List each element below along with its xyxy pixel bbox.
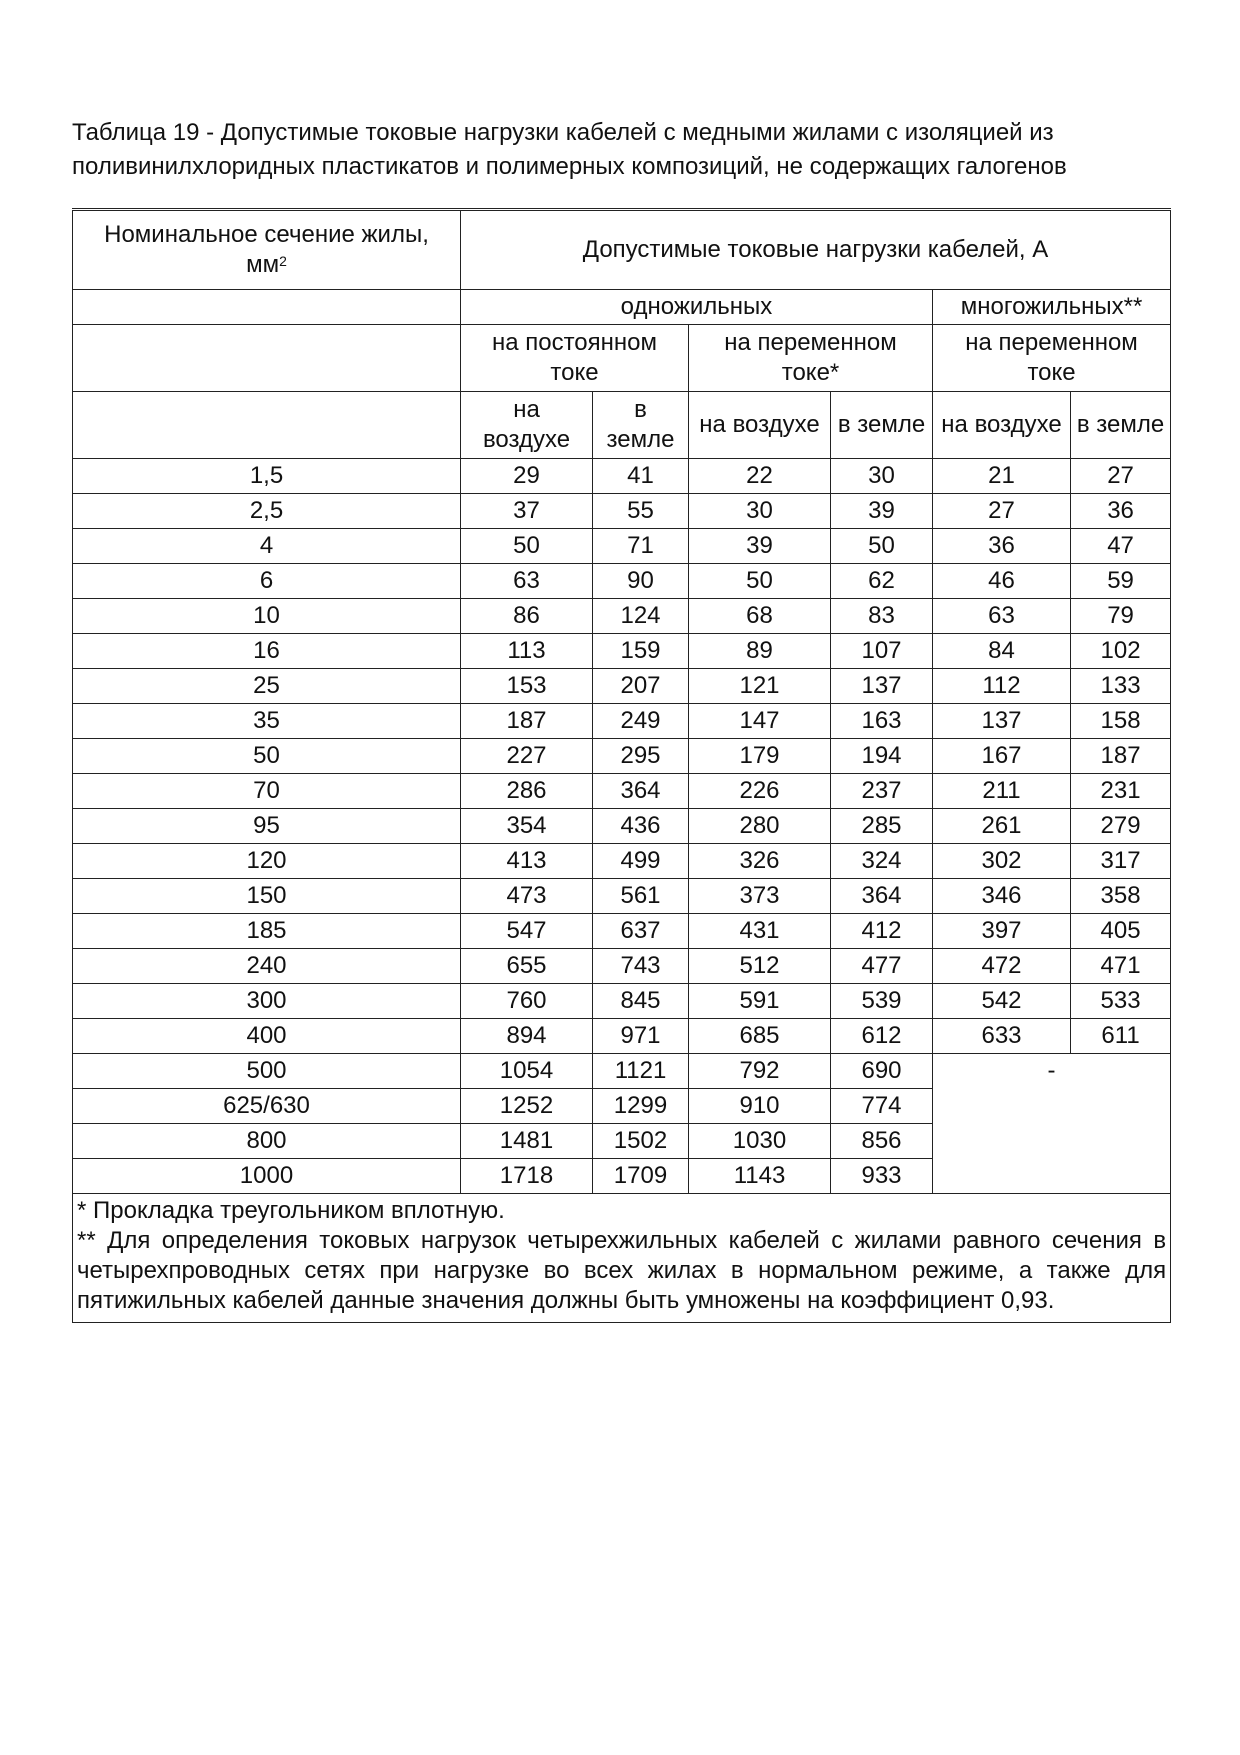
cell-ac-air: 179 [689,739,831,774]
cell-multi-ground: 59 [1071,564,1171,599]
cell-ac-ground: 324 [831,844,933,879]
cell-ac-ground: 62 [831,564,933,599]
table-notes [73,1194,1171,1323]
caption-line-2: поливинилхлоридных пластикатов и полимерных композиций, не содержащих галогенов [72,153,1067,180]
cell-ac-air: 1030 [689,1124,831,1159]
cell-dc-ground: 1709 [593,1159,689,1194]
cell-dc-ground: 436 [593,809,689,844]
cell-dc-ground: 845 [593,984,689,1019]
cell-dc-air: 227 [461,739,593,774]
cell-ac-ground: 285 [831,809,933,844]
table-row [73,564,1171,599]
table-row [73,809,1171,844]
header-section [73,210,461,290]
table-row [73,984,1171,1019]
cell-section: 1000 [73,1159,461,1194]
cell-ac-ground: 774 [831,1089,933,1124]
cell-section: 800 [73,1124,461,1159]
header-empty-3 [73,392,461,459]
cell-multi-air: 346 [933,879,1071,914]
table-row [73,1019,1171,1054]
current-load-table [72,208,1171,1323]
cell-dc-ground: 1121 [593,1054,689,1089]
header-dc-air-line2: воздухе [482,426,571,453]
cell-dc-air: 413 [461,844,593,879]
header-dc-air-line1: на [513,396,540,423]
cell-multi-ground: 47 [1071,529,1171,564]
header-ac-line1: на переменном [724,329,897,356]
cell-multi-ground: 187 [1071,739,1171,774]
cell-dc-air: 1252 [461,1089,593,1124]
cell-section: 95 [73,809,461,844]
cell-dc-ground: 295 [593,739,689,774]
cell-ac-air: 68 [689,599,831,634]
cell-ac-ground: 856 [831,1124,933,1159]
cell-dc-air: 1718 [461,1159,593,1194]
cell-ac-ground: 30 [831,459,933,494]
table-row [73,774,1171,809]
header-multi-air: на воздухе [933,392,1071,459]
cell-ac-ground: 237 [831,774,933,809]
cell-dc-ground: 499 [593,844,689,879]
cell-multi-air: 542 [933,984,1071,1019]
header-dc-line1: на постоянном [491,329,658,356]
cell-dc-ground: 561 [593,879,689,914]
cell-multi-ground: 158 [1071,704,1171,739]
cell-ac-air: 226 [689,774,831,809]
cell-ac-air: 147 [689,704,831,739]
cell-section: 300 [73,984,461,1019]
header-ac-multi [933,325,1171,392]
cell-multi-air: 46 [933,564,1071,599]
cell-multi-ground: 358 [1071,879,1171,914]
cell-multi-ground: 133 [1071,669,1171,704]
cell-ac-ground: 50 [831,529,933,564]
cell-dc-air: 894 [461,1019,593,1054]
table-row [73,739,1171,774]
cell-section: 625/630 [73,1089,461,1124]
cell-dc-air: 354 [461,809,593,844]
header-empty-2 [73,325,461,392]
cell-ac-ground: 412 [831,914,933,949]
cell-ac-air: 30 [689,494,831,529]
caption-line-1: Таблица 19 - Допустимые токовые нагрузки кабелей с медными жилами с изоляцией из [72,119,1054,146]
cell-section: 2,5 [73,494,461,529]
table-row [73,844,1171,879]
header-ac-line2: токе* [781,359,840,386]
cell-dc-ground: 159 [593,634,689,669]
cell-multi-ground: 611 [1071,1019,1171,1054]
cell-ac-ground: 612 [831,1019,933,1054]
table-row [73,634,1171,669]
cell-dc-air: 187 [461,704,593,739]
cell-dc-ground: 637 [593,914,689,949]
header-dc-ground-line1: в [634,396,647,423]
table-row [73,459,1171,494]
table-row [73,494,1171,529]
cell-dc-air: 86 [461,599,593,634]
header-ac-multi-line1: на переменном [965,329,1138,356]
cell-multi-ground: 79 [1071,599,1171,634]
cell-multi-ground: 279 [1071,809,1171,844]
cell-ac-air: 121 [689,669,831,704]
cell-dc-ground: 41 [593,459,689,494]
cell-dc-air: 153 [461,669,593,704]
cell-multi-air: 27 [933,494,1071,529]
cell-ac-air: 50 [689,564,831,599]
cell-ac-ground: 364 [831,879,933,914]
cell-section: 70 [73,774,461,809]
cell-dc-ground: 971 [593,1019,689,1054]
cell-dc-air: 1054 [461,1054,593,1089]
cell-ac-ground: 83 [831,599,933,634]
header-section-unit: мм [246,251,280,278]
cell-dc-air: 113 [461,634,593,669]
table-row [73,599,1171,634]
cell-section: 16 [73,634,461,669]
cell-section: 4 [73,529,461,564]
cell-multi-air: 84 [933,634,1071,669]
header-dc-ground-line2: земле [606,426,675,453]
cell-multi-air: 112 [933,669,1071,704]
cell-section: 25 [73,669,461,704]
table-row [73,914,1171,949]
cell-multi-air: 211 [933,774,1071,809]
cell-section: 240 [73,949,461,984]
cell-section: 120 [73,844,461,879]
cell-dc-air: 547 [461,914,593,949]
header-ac-multi-line2: токе [1027,359,1076,386]
header-ac-air: на воздухе [689,392,831,459]
cell-dc-air: 50 [461,529,593,564]
cell-ac-ground: 163 [831,704,933,739]
cell-ac-air: 373 [689,879,831,914]
cell-dc-air: 655 [461,949,593,984]
header-single-core: одножильных [461,290,933,325]
cell-ac-air: 89 [689,634,831,669]
cell-section: 185 [73,914,461,949]
cell-dc-air: 1481 [461,1124,593,1159]
header-ac-ground: в земле [831,392,933,459]
cell-ac-ground: 107 [831,634,933,669]
cell-section: 10 [73,599,461,634]
cell-ac-air: 512 [689,949,831,984]
cell-multi-air: 21 [933,459,1071,494]
cell-dc-ground: 124 [593,599,689,634]
cell-ac-air: 792 [689,1054,831,1089]
cell-dc-air: 29 [461,459,593,494]
header-empty-1 [73,290,461,325]
cell-ac-air: 39 [689,529,831,564]
cell-section: 35 [73,704,461,739]
cell-dc-air: 286 [461,774,593,809]
cell-section: 500 [73,1054,461,1089]
cell-dc-air: 37 [461,494,593,529]
table-caption [72,116,1168,184]
cell-dc-ground: 71 [593,529,689,564]
cell-ac-air: 280 [689,809,831,844]
cell-multi-air: 472 [933,949,1071,984]
table-row [73,529,1171,564]
cell-section: 400 [73,1019,461,1054]
cell-section: 150 [73,879,461,914]
cell-dc-ground: 55 [593,494,689,529]
header-section-label: Номинальное сечение жилы, [104,221,429,248]
cell-multi-air: 63 [933,599,1071,634]
cell-ac-ground: 477 [831,949,933,984]
cell-ac-air: 910 [689,1089,831,1124]
cell-multi-air: 397 [933,914,1071,949]
cell-dc-ground: 1502 [593,1124,689,1159]
cell-multi-ground: 102 [1071,634,1171,669]
table-row [73,949,1171,984]
cell-multi-air: 261 [933,809,1071,844]
cell-dc-air: 760 [461,984,593,1019]
cell-multi-air: 633 [933,1019,1071,1054]
cell-dc-air: 63 [461,564,593,599]
cell-multi-air: 302 [933,844,1071,879]
cell-ac-air: 326 [689,844,831,879]
cell-ac-air: 431 [689,914,831,949]
cell-section: 1,5 [73,459,461,494]
header-dc-line2: токе [550,359,599,386]
cell-multi-ground: 471 [1071,949,1171,984]
note-1: * Прокладка треугольником вплотную. [77,1197,505,1224]
cell-ac-air: 22 [689,459,831,494]
table-row [73,1054,1171,1089]
cell-dc-ground: 207 [593,669,689,704]
cell-multi-ground: 231 [1071,774,1171,809]
cell-multi-missing: - [933,1054,1171,1194]
header-dc-ground [593,392,689,459]
cell-ac-air: 591 [689,984,831,1019]
cell-dc-ground: 1299 [593,1089,689,1124]
header-multi-core: многожильных** [933,290,1171,325]
header-loads-title: Допустимые токовые нагрузки кабелей, А [461,210,1171,290]
cell-section: 6 [73,564,461,599]
cell-dc-ground: 364 [593,774,689,809]
cell-multi-ground: 27 [1071,459,1171,494]
cell-ac-ground: 933 [831,1159,933,1194]
cell-ac-ground: 690 [831,1054,933,1089]
header-dc-air [461,392,593,459]
cell-ac-air: 685 [689,1019,831,1054]
cell-multi-ground: 533 [1071,984,1171,1019]
note-2: ** Для определения токовых нагрузок четырехжильных кабелей с жилами равного сечения в четырехпроводных сетях при нагрузке во всех жилах в нормальном режиме, а также для пятижильных кабелей данные значения должны быть умножены на коэффициент 0,93. [77,1227,1167,1314]
cell-multi-ground: 317 [1071,844,1171,879]
cell-dc-ground: 249 [593,704,689,739]
cell-dc-ground: 90 [593,564,689,599]
cell-multi-ground: 36 [1071,494,1171,529]
table-row [73,669,1171,704]
cell-multi-air: 36 [933,529,1071,564]
cell-ac-ground: 194 [831,739,933,774]
header-dc [461,325,689,392]
cell-ac-ground: 137 [831,669,933,704]
cell-dc-ground: 743 [593,949,689,984]
cell-ac-air: 1143 [689,1159,831,1194]
cell-section: 50 [73,739,461,774]
table-row [73,879,1171,914]
cell-multi-air: 167 [933,739,1071,774]
cell-dc-air: 473 [461,879,593,914]
header-multi-ground: в земле [1071,392,1171,459]
header-ac [689,325,933,392]
header-section-unit-sup: 2 [279,253,287,269]
cell-ac-ground: 539 [831,984,933,1019]
cell-multi-air: 137 [933,704,1071,739]
cell-multi-ground: 405 [1071,914,1171,949]
cell-ac-ground: 39 [831,494,933,529]
table-row [73,704,1171,739]
